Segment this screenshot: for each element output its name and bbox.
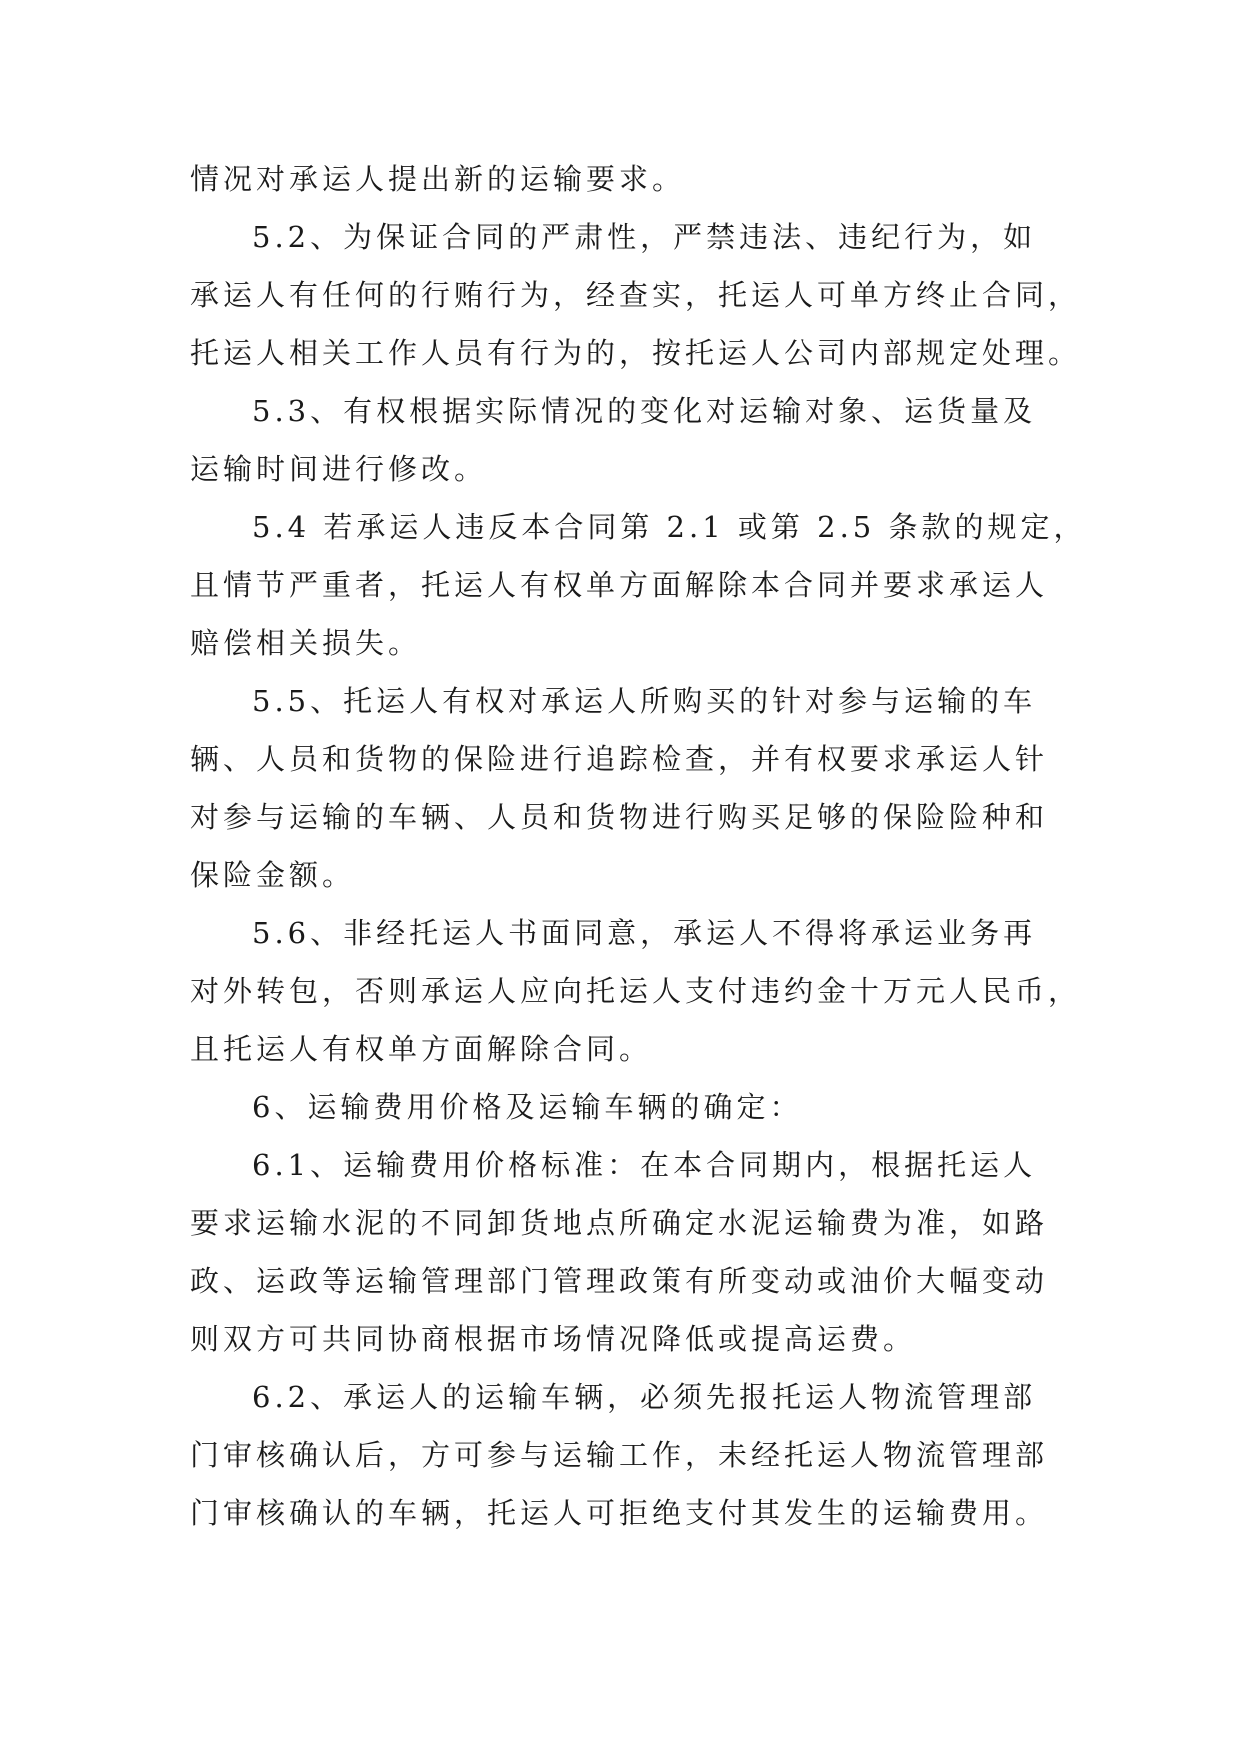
text-line: 且托运人有权单方面解除合同。	[190, 1032, 653, 1066]
text-line: 6.1、运输费用价格标准：在本合同期内，根据托运人	[252, 1148, 1037, 1182]
text-line: 5.4 若承运人违反本合同第 2.1 或第 2.5 条款的规定，	[252, 510, 1087, 544]
text-line: 运输时间进行修改。	[190, 452, 488, 486]
document-body	[190, 150, 1090, 1542]
text-line: 5.5、托运人有权对承运人所购买的针对参与运输的车	[252, 684, 1037, 718]
text-line: 5.2、为保证合同的严肃性，严禁违法、违纪行为，如	[252, 220, 1037, 254]
paragraph-continuation	[190, 150, 1090, 208]
text-line: 对参与运输的车辆、人员和货物进行购买足够的保险险种和	[190, 800, 1049, 834]
text-line: 5.3、有权根据实际情况的变化对运输对象、运货量及	[252, 394, 1037, 428]
text-line: 则双方可共同协商根据市场情况降低或提高运费。	[190, 1322, 917, 1356]
text-line: 6、运输费用价格及运输车辆的确定：	[252, 1090, 803, 1124]
paragraph-6-2	[190, 1368, 1090, 1542]
text-line: 5.6、非经托运人书面同意，承运人不得将承运业务再	[252, 916, 1037, 950]
text-line: 政、运政等运输管理部门管理政策有所变动或油价大幅变动	[190, 1264, 1049, 1298]
text-line: 门审核确认后，方可参与运输工作，未经托运人物流管理部	[190, 1438, 1049, 1472]
text-line: 情况对承运人提出新的运输要求。	[190, 162, 686, 196]
text-line: 要求运输水泥的不同卸货地点所确定水泥运输费为准，如路	[190, 1206, 1049, 1240]
text-line: 承运人有任何的行贿行为，经查实，托运人可单方终止合同，	[190, 278, 1082, 312]
text-line: 托运人相关工作人员有行为的，按托运人公司内部规定处理。	[190, 336, 1082, 370]
text-line: 6.2、承运人的运输车辆，必须先报托运人物流管理部	[252, 1380, 1037, 1414]
text-line: 且情节严重者，托运人有权单方面解除本合同并要求承运人	[190, 568, 1049, 602]
text-line: 保险金额。	[190, 858, 356, 892]
paragraph-5-3	[190, 382, 1090, 498]
paragraph-6-1	[190, 1136, 1090, 1368]
text-line: 赔偿相关损失。	[190, 626, 422, 660]
paragraph-6	[190, 1078, 1090, 1136]
text-line: 门审核确认的车辆，托运人可拒绝支付其发生的运输费用。	[190, 1496, 1049, 1530]
paragraph-5-2	[190, 208, 1090, 382]
paragraph-5-5	[190, 672, 1090, 904]
paragraph-5-6	[190, 904, 1090, 1078]
text-line: 对外转包，否则承运人应向托运人支付违约金十万元人民币，	[190, 974, 1082, 1008]
paragraph-5-4	[190, 498, 1090, 672]
text-line: 辆、人员和货物的保险进行追踪检查，并有权要求承运人针	[190, 742, 1049, 776]
